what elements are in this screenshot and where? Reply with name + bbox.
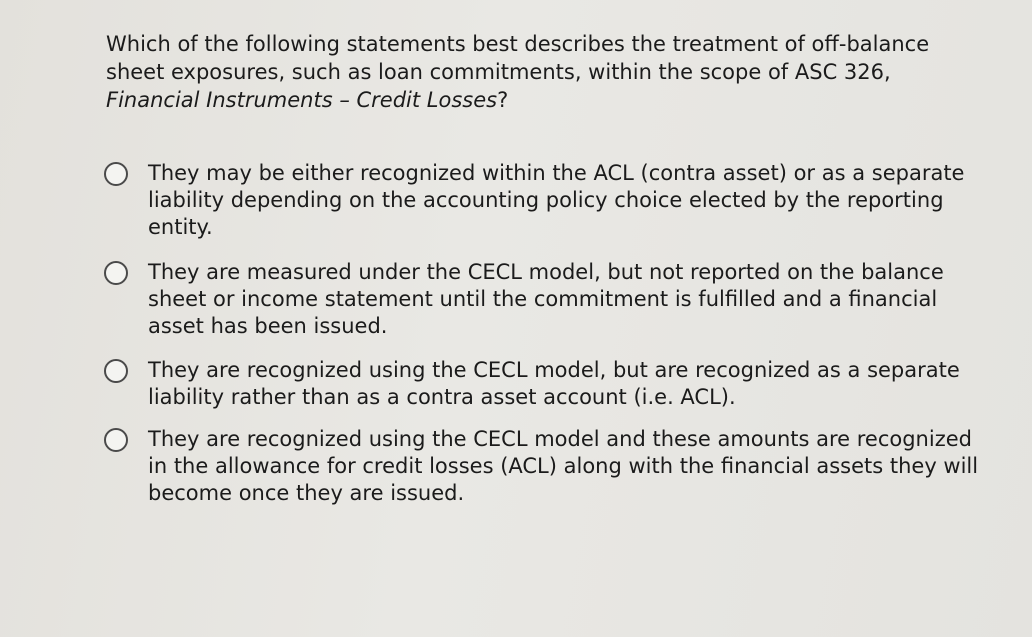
radio-button-icon[interactable]: [104, 428, 128, 452]
question-stem: [106, 30, 986, 114]
answer-option-label: They may be either recognized within the ACL (contra asset) or as a separate liability depending on the accounting policy choice elected by the reporting entity.: [148, 161, 965, 239]
answer-option-3[interactable]: [104, 357, 994, 411]
radio-button-icon[interactable]: [104, 359, 128, 383]
radio-button-icon[interactable]: [104, 261, 128, 285]
radio-button-icon[interactable]: [104, 162, 128, 186]
answer-options: [104, 160, 994, 507]
question-mark: ?: [497, 88, 509, 112]
question-text: Which of the following statements best describes the treatment of off-balance sheet exposures, such as loan commitments, within the scope of ASC 326,: [106, 32, 930, 84]
answer-option-label: They are measured under the CECL model, but not reported on the balance sheet or income statement until the commitment is fulfilled and a financial asset has been issued.: [148, 260, 944, 338]
answer-option-1[interactable]: [104, 160, 994, 241]
answer-option-label: They are recognized using the CECL model and these amounts are recognized in the allowance for credit losses (ACL) along with the financial assets they will become once they are issued.: [148, 427, 979, 505]
standard-title: Financial Instruments – Credit Losses: [106, 88, 498, 112]
answer-option-4[interactable]: [104, 426, 994, 507]
answer-option-label: They are recognized using the CECL model, but are recognized as a separate liability rather than as a contra asset account (i.e. ACL).: [148, 358, 960, 409]
answer-option-2[interactable]: [104, 259, 994, 340]
